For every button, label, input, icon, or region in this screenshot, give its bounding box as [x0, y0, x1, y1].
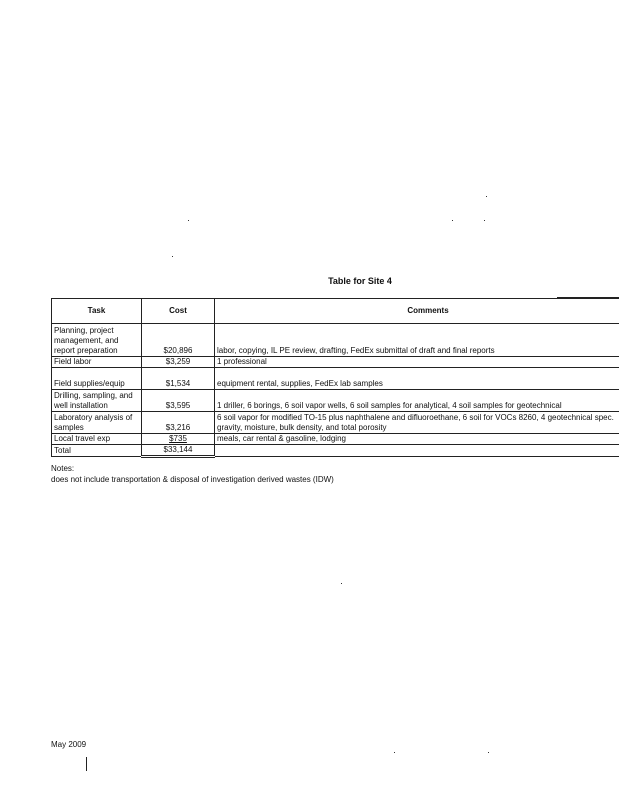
table-row — [52, 324, 619, 357]
task-cell: Total — [52, 445, 142, 457]
table-row — [52, 368, 619, 390]
comments-cell — [215, 445, 619, 457]
table-row — [52, 412, 619, 434]
table-header-row — [52, 299, 619, 324]
notes-heading: Notes: — [51, 464, 75, 473]
comments-cell: 6 soil vapor for modified TO-15 plus naphthalene and difluoroethane, 6 soil for VOCs 8260, 4 geotechnical spec. gravity, moisture, bulk density, and total porosity — [215, 412, 619, 434]
table-row — [52, 434, 619, 445]
comments-cell: meals, car rental & gasoline, lodging — [215, 434, 619, 445]
comments-cell: labor, copying, IL PE review, drafting, FedEx submittal of draft and final reports — [215, 324, 619, 357]
task-cell: Planning, project management, and report preparation — [52, 324, 142, 357]
cost-cell: $3,259 — [142, 357, 215, 368]
cost-cell: $20,896 — [142, 324, 215, 357]
task-cell: Laboratory analysis of samples — [52, 412, 142, 434]
table-caption: Table for Site 4 — [328, 276, 392, 286]
footer-date: May 2009 — [51, 740, 87, 749]
comments-cell: equipment rental, supplies, FedEx lab samples — [215, 368, 619, 390]
comments-cell: 1 professional — [215, 357, 619, 368]
comments-cell: 1 driller, 6 borings, 6 soil vapor wells, 6 soil samples for analytical, 4 soil samples for geotechnical — [215, 390, 619, 412]
table-total-row — [52, 445, 619, 457]
task-cell: Field labor — [52, 357, 142, 368]
table-row — [52, 357, 619, 368]
cost-cell: $3,216 — [142, 412, 215, 434]
notes — [51, 463, 334, 485]
task-cell: Local travel exp — [52, 434, 142, 445]
cost-table — [51, 298, 619, 458]
header-task: Task — [52, 299, 142, 324]
header-comments: Comments — [215, 299, 619, 324]
notes-line: does not include transportation & disposal of investigation derived wastes (IDW) — [51, 475, 334, 484]
task-cell: Field supplies/equip — [52, 368, 142, 390]
total-cost-cell: $33,144 — [142, 445, 215, 457]
cost-cell: $3,595 — [142, 390, 215, 412]
header-cost: Cost — [142, 299, 215, 324]
cost-cell: $735 — [142, 434, 215, 445]
task-cell: Drilling, sampling, and well installation — [52, 390, 142, 412]
page-mark — [86, 757, 87, 771]
cost-cell: $1,534 — [142, 368, 215, 390]
table-row — [52, 390, 619, 412]
